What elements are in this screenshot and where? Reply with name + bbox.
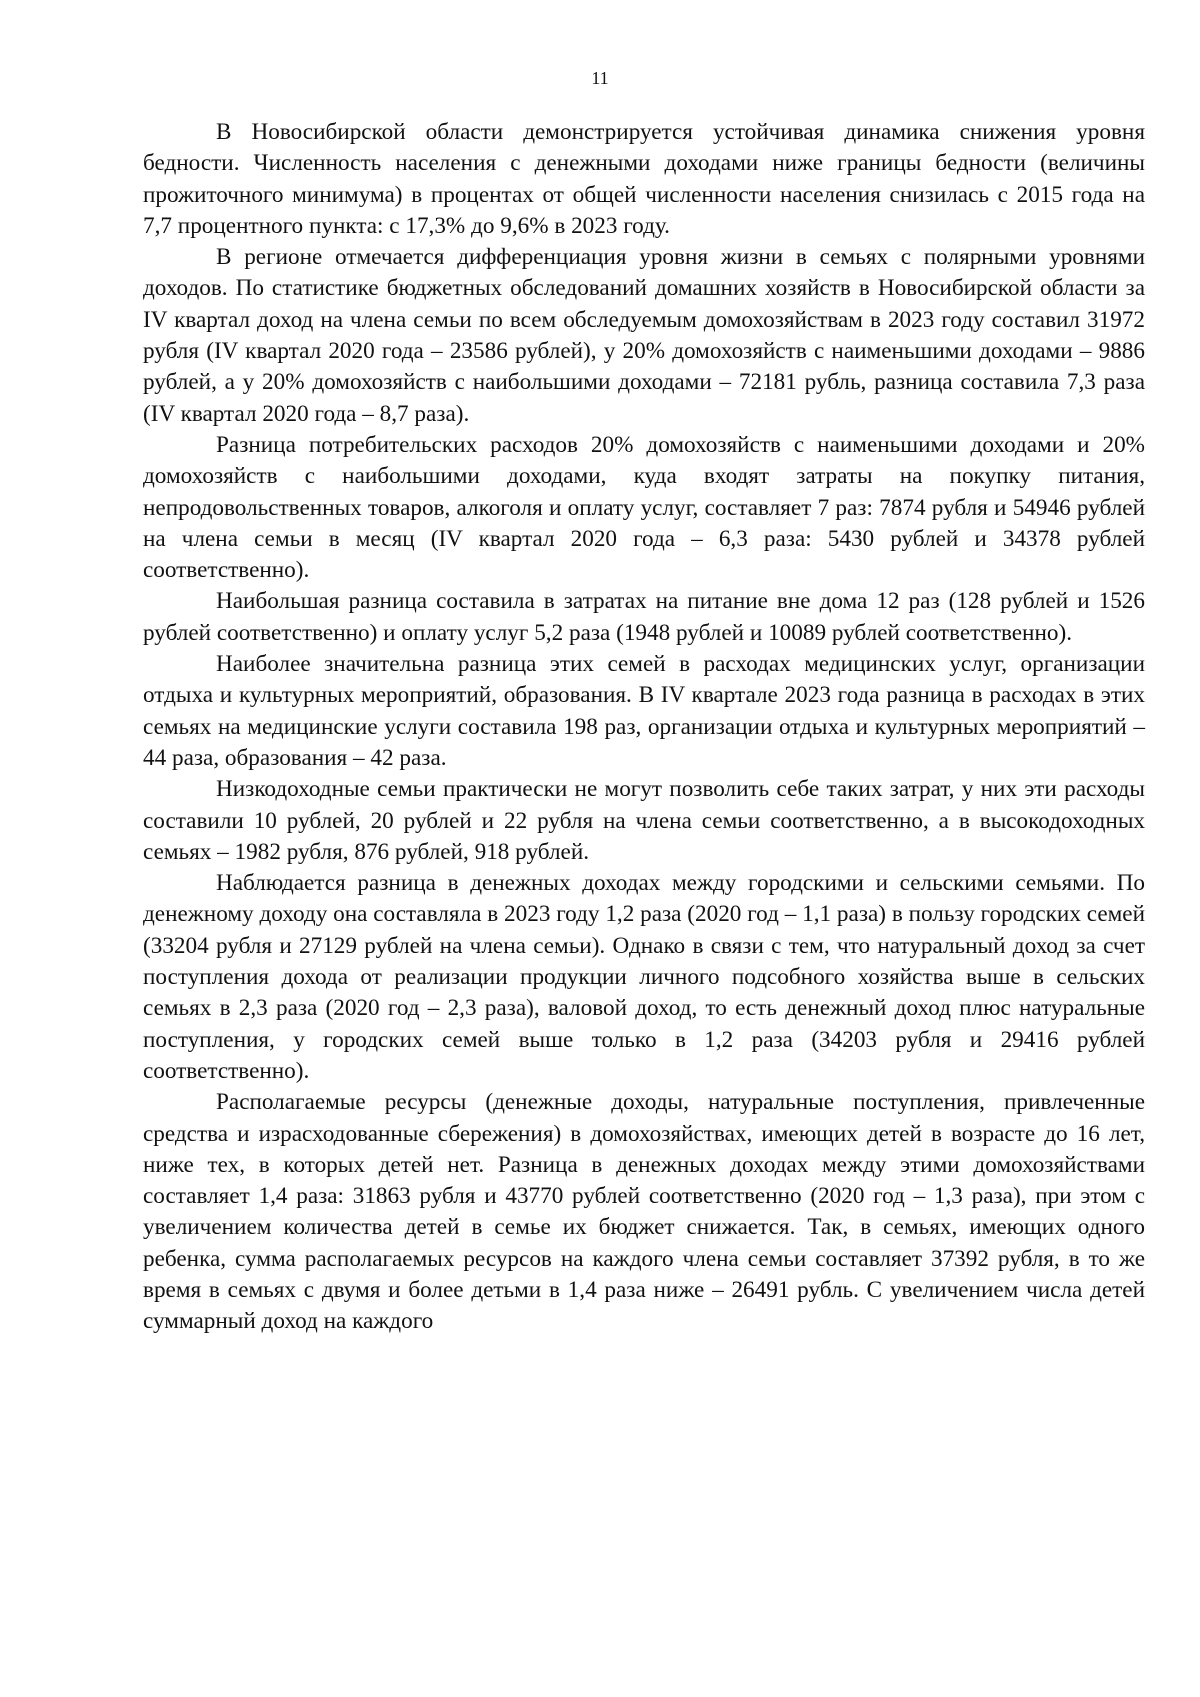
paragraph-poverty-dynamics: В Новосибирской области демонстрируется устойчивая динамика снижения уровня бедности. Численность населения с денежными доходами ниже границы бедности (величины прожиточного минимума) в процентах от общей численности населения снизилась с 2015 года на 7,7 процентного пункта: с 17,3% до 9,6% в 2023 году.	[143, 119, 1145, 239]
paragraph-urban-rural: Наблюдается разница в денежных доходах между городскими и сельскими семьями. По денежному доходу она составляла в 2023 году 1,2 раза (2020 год – 1,1 раза) в пользу городских семей (33204 рубля и 27129 рублей на члена семьи). Однако в связи с тем, что натуральный доход за счет поступления дохода от реализации продукции личного подсобного хозяйства выше в сельских семьях в 2,3 раза (2020 год – 2,3 раза), валовой доход, то есть денежный доход плюс натуральные поступления, у городских семей выше только в 1,2 раза (34203 рубля и 29416 рублей соответственно).	[143, 870, 1145, 1084]
paragraph-income-differentiation: В регионе отмечается дифференциация уровня жизни в семьях с полярными уровнями доходов. По статистике бюджетных обследований домашних хозяйств в Новосибирской области за IV квартал доход на члена семьи по всем обследуемым домохозяйствам в 2023 году составил 31972 рубля (IV квартал 2020 года – 23586 рублей), у 20% домохозяйств с наименьшими доходами – 9886 рублей, а у 20% домохозяйств с наибольшими доходами – 72181 рубль, разница составила 7,3 раза (IV квартал 2020 года – 8,7 раза).	[143, 244, 1145, 427]
page-number: 11	[591, 68, 609, 88]
document-body	[143, 117, 1145, 1338]
paragraph-medical-leisure-education: Наиболее значительна разница этих семей в расходах медицинских услуг, организации отдыха и культурных мероприятий, образования. В IV квартале 2023 года разница в расходах в этих семьях на медицинские услуги составила 198 раз, организации отдыха и культурных мероприятий – 44 раза, образования – 42 раза.	[143, 651, 1145, 771]
paragraph-largest-difference: Наибольшая разница составила в затратах на питание вне дома 12 раз (128 рублей и 1526 рублей соответственно) и оплату услуг 5,2 раза (1948 рублей и 10089 рублей соответственно).	[143, 588, 1145, 646]
paragraph-households-with-children: Располагаемые ресурсы (денежные доходы, натуральные поступления, привлеченные средства и израсходованные сбережения) в домохозяйствах, имеющих детей в возрасте до 16 лет, ниже тех, в которых детей нет. Разница в денежных доходах между этими домохозяйствами составляет 1,4 раза: 31863 рубля и 43770 рублей соответственно (2020 год – 1,3 раза), при этом с увеличением количества детей в семье их бюджет снижается. Так, в семьях, имеющих одного ребенка, сумма располагаемых ресурсов на каждого члена семьи составляет 37392 рубля, в то же время в семьях с двумя и более детьми в 1,4 раза ниже – 26491 рубль. С увеличением числа детей суммарный доход на каждого	[143, 1089, 1145, 1335]
paragraph-consumer-expenses: Разница потребительских расходов 20% домохозяйств с наименьшими доходами и 20% домохозяйств с наибольшими доходами, куда входят затраты на покупку питания, непродовольственных товаров, алкоголя и оплату услуг, составляет 7 раз: 7874 рубля и 54946 рублей на члена семьи в месяц (IV квартал 2020 года – 6,3 раза: 5430 рублей и 34378 рублей соответственно).	[143, 431, 1145, 584]
paragraph-low-income-families: Низкодоходные семьи практически не могут позволить себе таких затрат, у них эти расходы составили 10 рублей, 20 рублей и 22 рубля на члена семьи соответственно, а в высокодоходных семьях – 1982 рубля, 876 рублей, 918 рублей.	[143, 776, 1145, 865]
